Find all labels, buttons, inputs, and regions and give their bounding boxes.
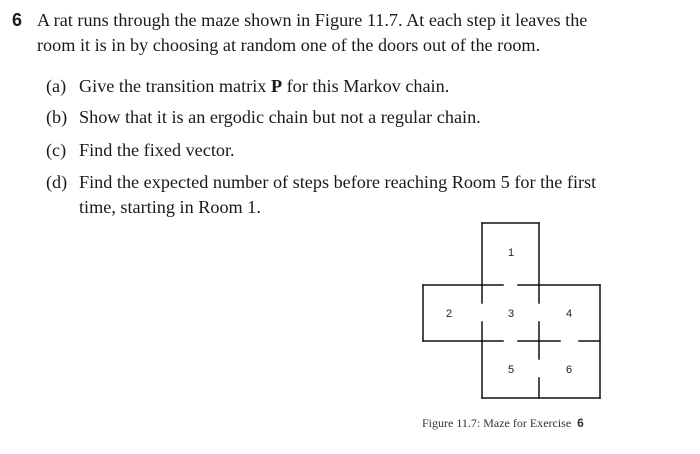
room-3-label: 3 bbox=[507, 308, 515, 320]
part-a-text-after: for this Markov chain. bbox=[282, 76, 450, 96]
room-6-label: 6 bbox=[565, 364, 573, 376]
part-d-text: Find the expected number of steps before reaching Room 5 for the first bbox=[79, 172, 597, 192]
figure-caption-number: 6 bbox=[577, 416, 584, 430]
matrix-symbol: P bbox=[270, 76, 283, 96]
figure-caption-text: Figure 11.7: Maze for Exercise bbox=[422, 416, 572, 430]
part-a bbox=[46, 75, 449, 97]
room-5-label: 5 bbox=[507, 364, 515, 376]
room-1-label: 1 bbox=[507, 247, 515, 259]
problem-stem-line-2: room it is in by choosing at random one of the doors out of the room. bbox=[37, 35, 541, 55]
problem-number: 6 bbox=[12, 10, 23, 30]
part-a-text-before: Give the transition matrix bbox=[79, 76, 271, 96]
part-d-continuation: time, starting in Room 1. bbox=[79, 197, 261, 217]
maze-diagram bbox=[415, 216, 615, 401]
part-b bbox=[46, 106, 481, 128]
part-d bbox=[46, 171, 596, 193]
part-c-text: Find the fixed vector. bbox=[79, 140, 235, 160]
part-a-label: (a) bbox=[46, 76, 67, 96]
maze-figure bbox=[415, 216, 615, 401]
figure-caption bbox=[422, 415, 584, 431]
part-b-text: Show that it is an ergodic chain but not a regular chain. bbox=[79, 107, 481, 127]
part-b-label: (b) bbox=[46, 107, 68, 127]
part-d-label: (d) bbox=[46, 172, 68, 192]
part-c-label: (c) bbox=[46, 140, 67, 160]
part-c bbox=[46, 139, 235, 161]
room-4-label: 4 bbox=[565, 308, 573, 320]
room-2-label: 2 bbox=[445, 308, 453, 320]
problem-stem-line-1: A rat runs through the maze shown in Figure 11.7. At each step it leaves the bbox=[37, 10, 588, 30]
